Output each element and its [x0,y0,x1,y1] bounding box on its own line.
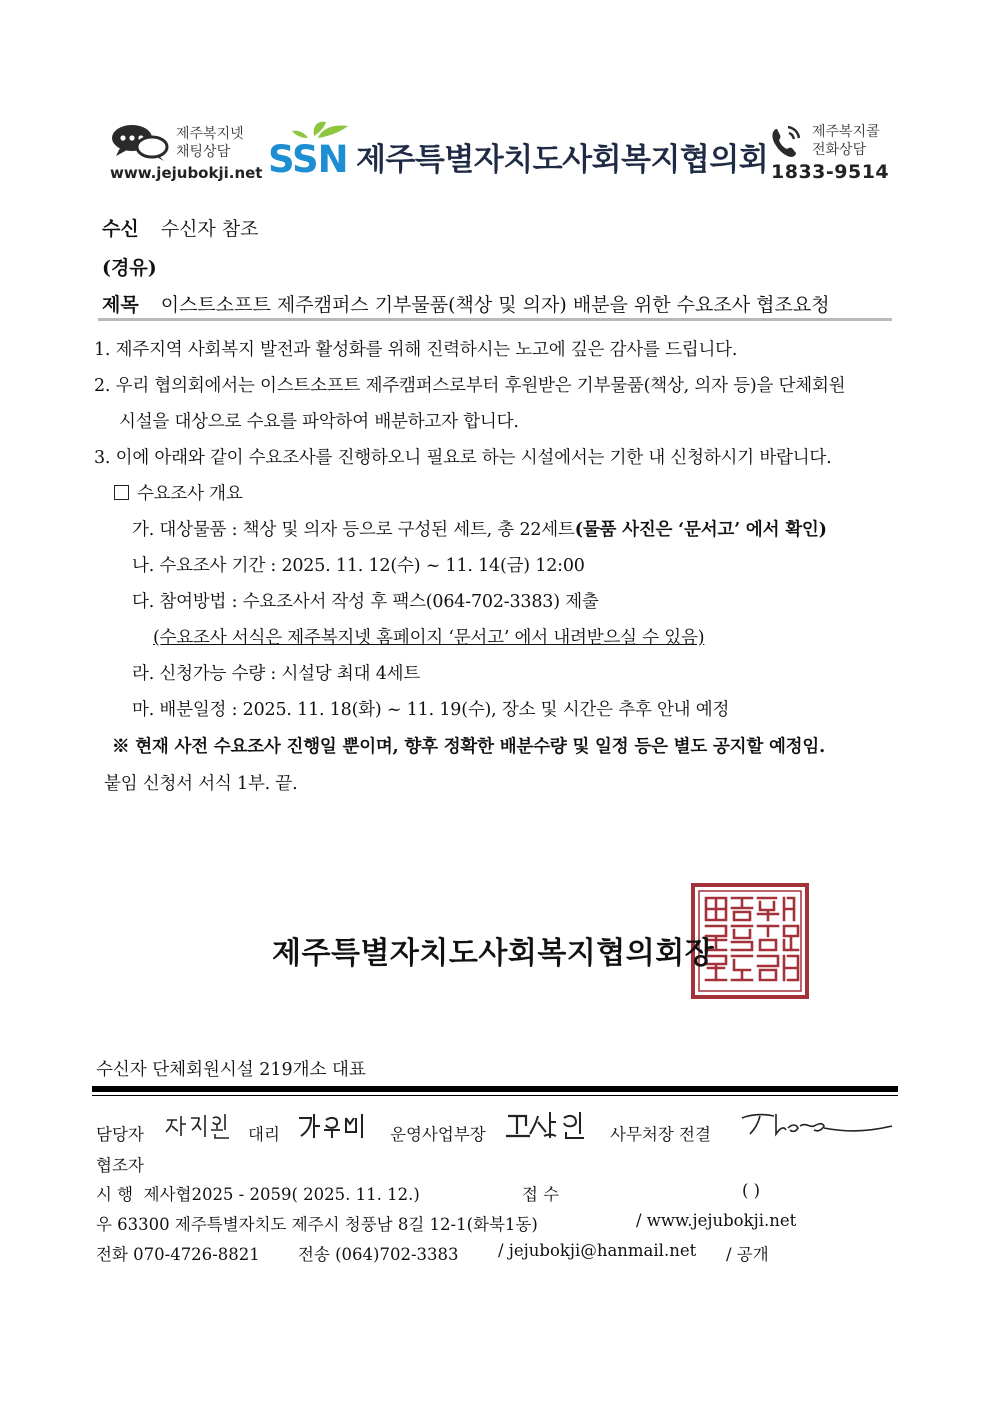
phone-line: 전화 070-4726-8821 [96,1245,260,1264]
footer-divider-thick [92,1086,898,1092]
org-name: 제주특별자치도사회복지협의회 [356,142,769,178]
sender-title: 제주특별자치도사회복지협의회장 [272,936,715,971]
disclosure-label: / 공개 [726,1245,769,1264]
recipient-value: 수신자 참조 [160,218,259,240]
via-row [102,253,179,280]
notice: ※ 현재 사전 수요조사 진행일 뿐이며, 향후 정확한 배분수량 및 일정 등은 별도 공지할 예정임. [112,737,825,757]
cooperator-label: 협조자 [96,1156,144,1175]
fax-line: 전송 (064)702-3383 [298,1245,459,1264]
email-link[interactable]: / jejubokji@hanmail.net [498,1241,697,1260]
item-a-text: 가. 대상물품 : 책상 및 의자 등으로 구성된 세트, 총 22세트 [132,520,575,540]
paragraph-1: 1. 제주지역 사회복지 발전과 활성화를 위해 진력하시는 노고에 깊은 감사를 드립니다. [94,340,738,360]
enforcement-label: 시 행 [96,1185,134,1204]
chat-bubbles-icon [110,123,170,167]
checkbox-icon [114,485,129,500]
svg-text:SSN: SSN [268,138,348,178]
manager-label: 운영사업부장 [390,1125,486,1144]
deputy-signature [296,1110,376,1142]
recipient-key: 수신 [102,218,139,240]
paragraph-2b: 시설을 대상으로 수요를 파악하여 배분하고자 합니다. [119,412,519,432]
via-key: (경유) [102,257,157,279]
paragraph-2a: 2. 우리 협의회에서는 이스트소프트 제주캠퍼스로부터 후원받은 기부물품(책상, 의자 등)을 단체회원 [94,376,846,396]
site-url[interactable]: www.jejubokji.net [110,164,263,182]
phone-consult-label: 제주복지콜 전화상담 [812,124,880,158]
item-a-photo-note: (물품 사진은 ‘문서고’ 에서 확인) [574,520,827,540]
ssn-logo [268,118,358,182]
staff-signature [163,1110,237,1140]
manager-signature [504,1108,600,1142]
secretary-general-signature [740,1110,896,1140]
phone-number: 1833-9514 [771,161,890,183]
secretary-general-label: 사무처장 전결 [610,1125,711,1144]
footer-divider-thin [92,1095,898,1096]
website-link[interactable]: / www.jejubokji.net [636,1211,797,1230]
chat-consult-label: 제주복지넷 채팅상담 [176,126,244,160]
receipt-value: ( ) [742,1181,761,1200]
paragraph-3: 3. 이에 아래와 같이 수요조사를 진행하오니 필요로 하는 시설에서는 기한 내 신청하시기 바랍니다. [94,448,832,468]
item-c-note: (수요조사 서식은 제주복지넷 홈페이지 ‘문서고’ 에서 내려받으실 수 있음) [153,628,705,648]
receipt-label: 접 수 [522,1185,560,1204]
recipient-list: 수신자 단체회원시설 219개소 대표 [96,1060,366,1080]
section-title [114,480,243,505]
item-e: 마. 배분일정 : 2025. 11. 18(화) ~ 11. 19(수), 장소 및 시간은 추후 안내 예정 [132,700,730,720]
subject-key: 제목 [102,294,139,316]
item-a [132,516,827,541]
section-title-text: 수요조사 개요 [137,484,243,504]
deputy-label: 대리 [248,1125,280,1144]
item-b: 나. 수요조사 기간 : 2025. 11. 12(수) ~ 11. 14(금) 12:00 [132,556,585,576]
staff-label: 담당자 [96,1125,144,1144]
recipient-row [102,214,259,241]
postal-address: 우 63300 제주특별자치도 제주시 청풍남 8길 12-1(화북1동) [96,1215,538,1234]
subject-divider [98,318,892,321]
enforcement-value: 제사협2025 - 2059( 2025. 11. 12.) [143,1185,420,1204]
telephone-icon [768,123,808,165]
attachment: 붙임 신청서 서식 1부. 끝. [104,774,298,794]
item-c: 다. 참여방법 : 수요조사서 작성 후 팩스(064-702-3383) 제출 [132,592,599,612]
subject-value: 이스트소프트 제주캠퍼스 기부물품(책상 및 의자) 배분을 위한 수요조사 협조요청 [160,294,830,316]
enforcement-line [96,1181,420,1205]
subject-row [102,290,830,317]
item-d: 라. 신청가능 수량 : 시설당 최대 4세트 [132,664,421,684]
